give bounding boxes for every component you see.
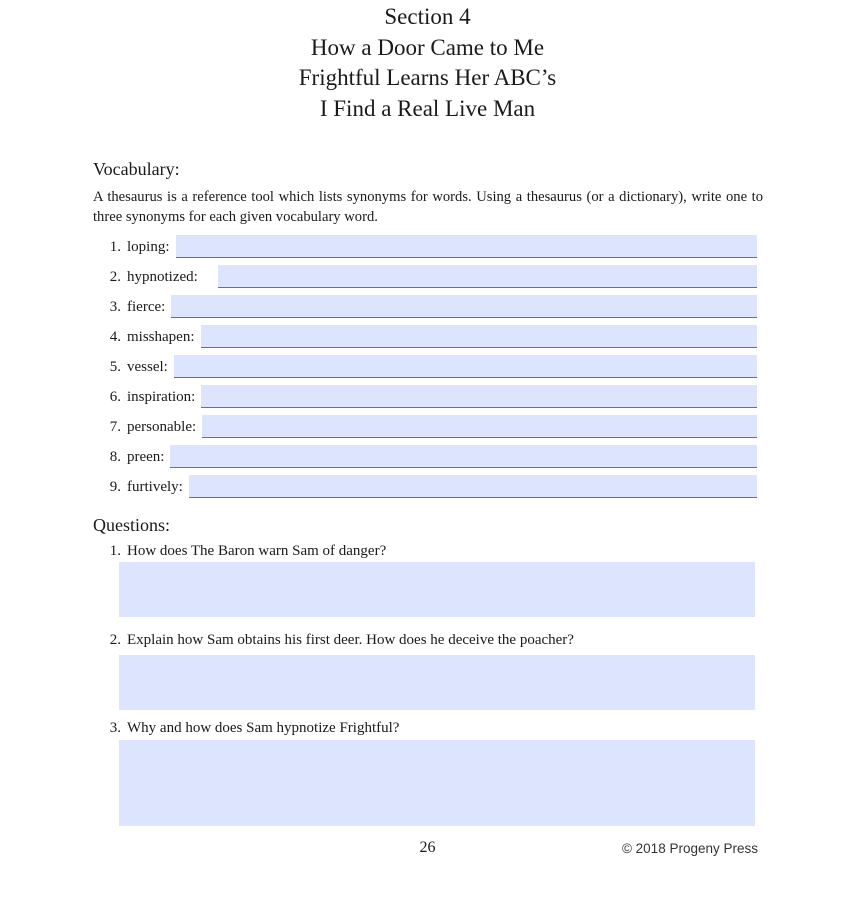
vocab-number: 1. <box>109 238 121 255</box>
vocab-number: 7. <box>109 418 121 435</box>
vocab-row-misshapen <box>93 322 757 352</box>
question-3 <box>93 720 399 737</box>
vocabulary-heading: Vocabulary: <box>93 159 180 179</box>
vocab-word: furtively: <box>127 478 183 495</box>
question-text: Why and how does Sam hypnotize Frightful? <box>127 720 400 736</box>
vocab-row-inspiration <box>93 382 757 412</box>
vocab-answer-field-personable[interactable] <box>202 415 757 438</box>
vocabulary-list <box>93 232 757 502</box>
question-number: 3. <box>109 720 121 736</box>
chapter-title-1: How a Door Came to Me <box>310 34 545 60</box>
question-text: Explain how Sam obtains his first deer. How does he deceive the poacher? <box>127 632 574 648</box>
section-title: Section 4 <box>384 4 471 29</box>
vocabulary-instructions: A thesaurus is a reference tool which lists synonyms for words. Using a thesaurus (or a dictionary), write one to three synonyms for each given vocabulary word. <box>93 189 763 225</box>
vocab-answer-field-fierce[interactable] <box>171 295 757 318</box>
vocab-number: 8. <box>109 448 121 465</box>
answer-box-question-1[interactable] <box>119 562 755 617</box>
vocab-word: personable: <box>127 418 197 435</box>
chapter-title-2: Frightful Learns Her ABC’s <box>298 65 557 90</box>
vocab-row-loping <box>93 232 757 262</box>
questions-heading: Questions: <box>93 515 171 535</box>
vocab-number: 2. <box>109 268 121 285</box>
vocab-word: misshapen: <box>127 328 195 345</box>
vocab-row-fierce <box>93 292 757 322</box>
vocab-row-vessel <box>93 352 757 382</box>
question-number: 1. <box>109 543 121 559</box>
vocab-row-hypnotized <box>93 262 757 292</box>
answer-box-question-3[interactable] <box>119 740 755 826</box>
vocab-word: fierce: <box>127 298 166 315</box>
vocab-number: 3. <box>109 298 121 315</box>
vocab-row-preen <box>93 442 757 472</box>
vocab-word: loping: <box>127 238 170 255</box>
vocab-word: hypnotized: <box>127 268 198 285</box>
page-header <box>0 0 855 124</box>
vocab-answer-field-vessel[interactable] <box>174 355 757 378</box>
vocab-answer-field-preen[interactable] <box>170 445 757 468</box>
answer-box-question-2[interactable] <box>119 655 755 710</box>
vocab-number: 9. <box>109 478 121 495</box>
vocab-row-personable <box>93 412 757 442</box>
chapter-title-3: I Find a Real Live Man <box>319 95 536 121</box>
vocab-answer-field-misshapen[interactable] <box>201 325 758 348</box>
page-number: 26 <box>419 839 436 856</box>
question-text: How does The Baron warn Sam of danger? <box>127 543 387 559</box>
vocab-answer-field-loping[interactable] <box>176 235 757 258</box>
question-2 <box>93 632 574 649</box>
question-number: 2. <box>109 632 121 648</box>
vocab-answer-field-inspiration[interactable] <box>201 385 757 408</box>
vocab-number: 6. <box>109 388 121 405</box>
vocab-number: 5. <box>109 358 121 375</box>
vocab-word: vessel: <box>127 358 168 375</box>
question-1 <box>93 543 386 560</box>
vocab-word: inspiration: <box>127 388 196 405</box>
vocab-word: preen: <box>127 448 165 465</box>
vocab-answer-field-furtively[interactable] <box>189 475 757 498</box>
copyright-notice: © 2018 Progeny Press <box>621 841 758 856</box>
vocab-number: 4. <box>109 328 121 345</box>
vocab-row-furtively <box>93 472 757 502</box>
vocab-answer-field-hypnotized[interactable] <box>218 265 757 288</box>
